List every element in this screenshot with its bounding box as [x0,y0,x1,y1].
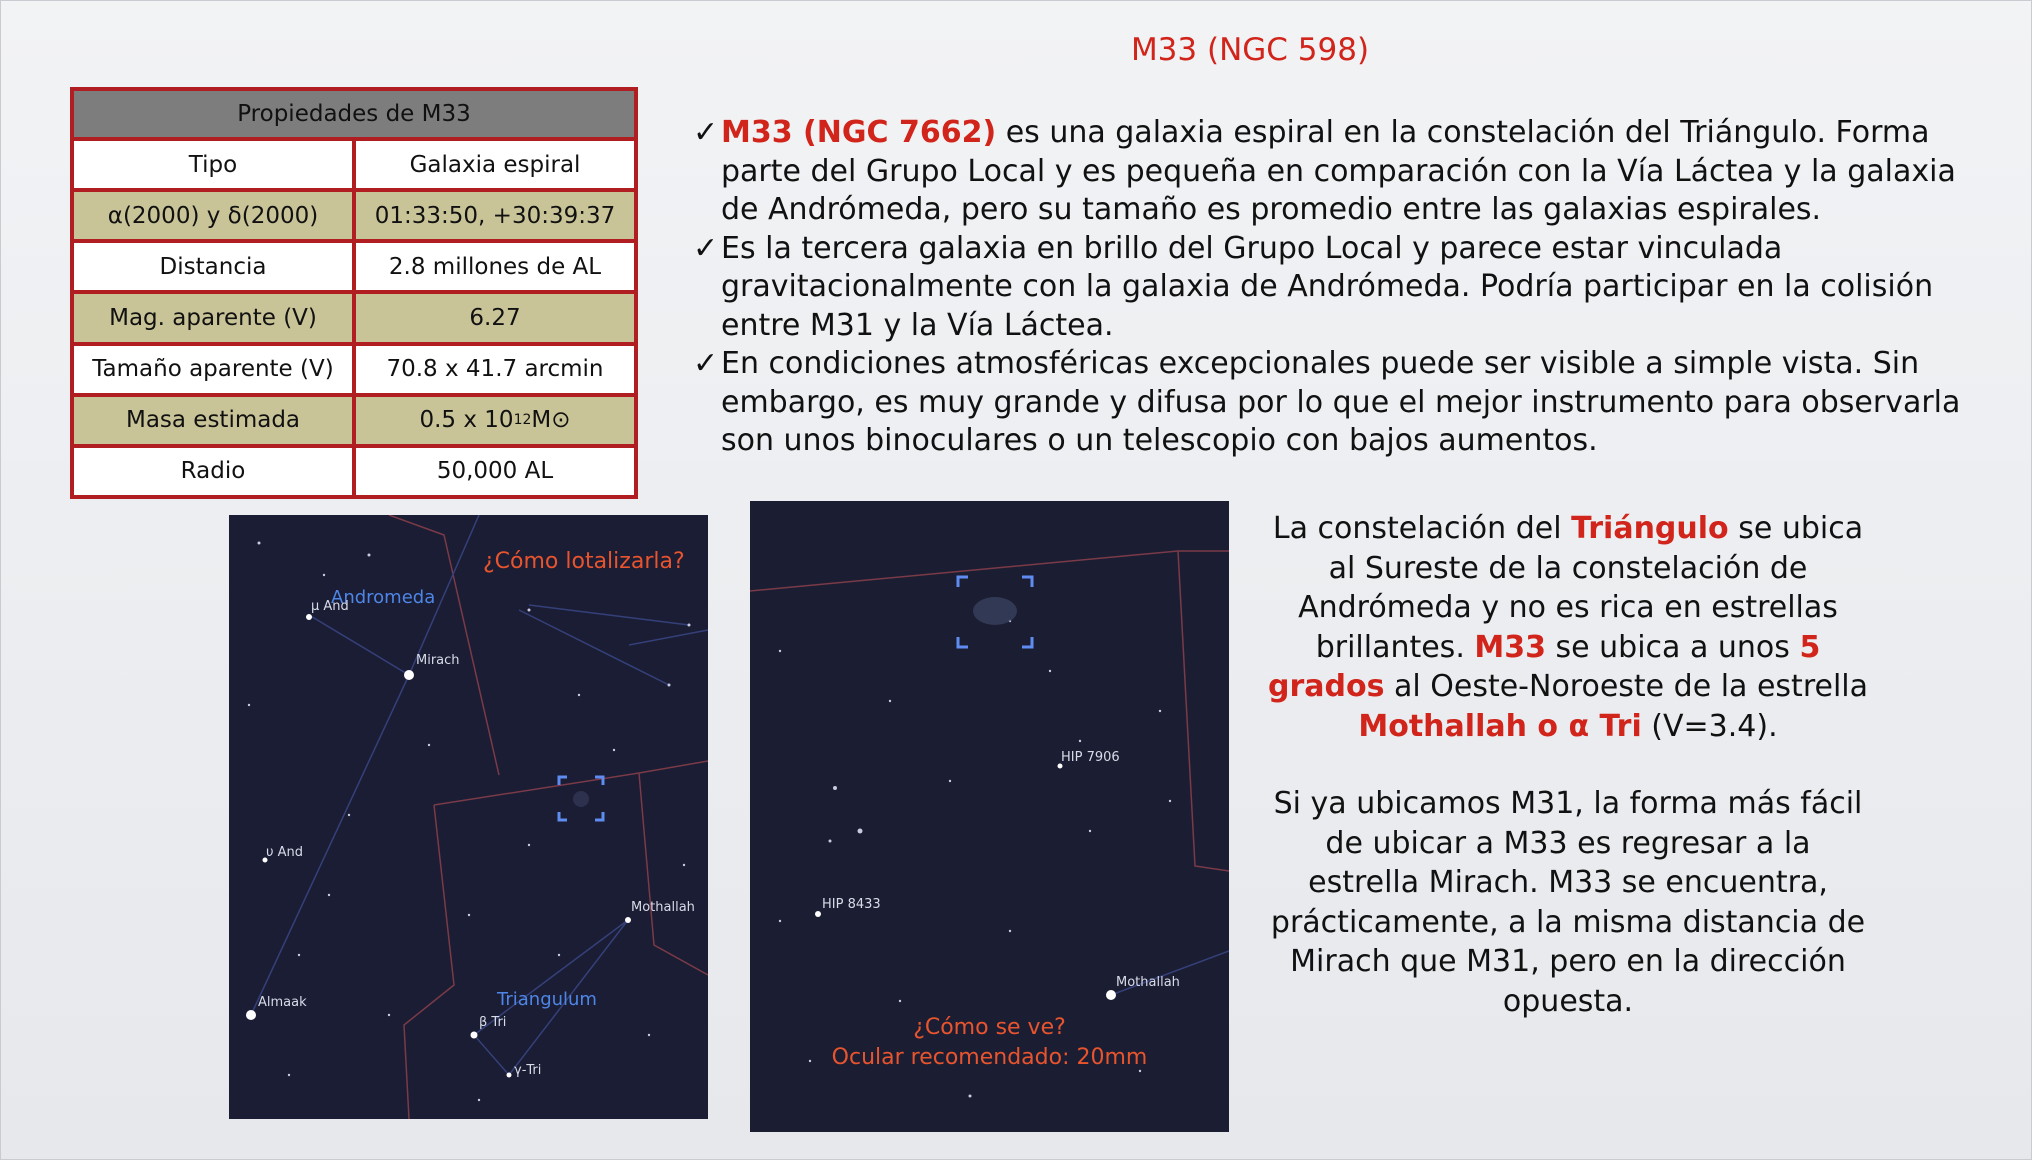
bullet-text: En condiciones atmosféricas excepcionales puede ser visible a simple vista. Sin embargo, es muy grande y difusa por lo que el mejor instrumento para observarla son unos binoculares o un telescopio con bajos aumentos. [721,346,1961,458]
text-segment: La constelación del [1272,511,1572,546]
table-value: 6.27 [356,294,634,341]
table-key: Tipo [74,141,352,188]
table-value [356,397,634,444]
bullet-text: es una galaxia espiral en la constelación del Triángulo. Forma parte del Grupo Local y es pequeña en comparación con la Vía Láctea y la galaxia de Andrómeda, pero su tamaño es promedio entre las galaxias espirales. [721,115,1956,227]
mirach-label: Mirach [416,653,460,668]
mothallah-highlight: Mothallah o α Tri [1358,708,1642,744]
table-row [74,346,634,393]
finder-caption: ¿Cómo lotalizarla? [483,549,685,574]
table-key: Distancia [74,243,352,290]
table-row [74,243,634,290]
hip7906-label: HIP 7906 [1061,750,1120,765]
eyepiece-view [750,501,1229,1132]
checkmark-icon: ✓ [693,346,719,381]
text-segment: se ubica a unos [1546,629,1800,665]
bullet-item [693,230,1993,346]
mothallah-label: Mothallah [631,900,695,915]
eyepiece-caption [750,1013,1229,1073]
table-value: 70.8 x 41.7 arcmin [356,346,634,393]
mass-exponent: 12 [513,412,532,429]
hip8433-label: HIP 8433 [822,897,881,912]
beta-tri-label: β Tri [479,1015,507,1030]
gamma-tri-label: γ-Tri [514,1063,542,1078]
table-key: α(2000) y δ(2000) [74,192,352,239]
bullet-item [693,114,1993,230]
upsilon-and-label: υ And [266,845,304,860]
mothallah-label: Mothallah [1116,975,1180,990]
galaxy-name: M33 (NGC 7662) [721,115,997,150]
text-segment: (V=3.4). [1641,708,1778,744]
checkmark-icon: ✓ [693,115,719,150]
table-row [74,141,634,188]
triangulum-label: Triangulum [497,989,597,1010]
checkmark-icon: ✓ [693,230,719,266]
m33-highlight: M33 [1474,629,1546,665]
text-segment: se ubica al Sureste de la constelación de Andrómeda y no es rica en estrellas brillantes. [1298,511,1864,665]
table-key: Mag. aparente (V) [74,294,352,341]
bullet-item [693,345,1993,461]
location-paragraph [1268,509,1868,746]
finder-chart [229,515,708,1119]
degrees-highlight: 5 grados [1268,629,1821,704]
bullet-list [693,114,1993,461]
table-row [74,448,634,495]
table-row [74,397,634,444]
table-key: Tamaño aparente (V) [74,346,352,393]
table-key: Radio [74,448,352,495]
table-header: Propiedades de M33 [74,91,634,137]
eyepiece-recommendation: Ocular recomendado: 20mm [831,1045,1148,1070]
table-key: Masa estimada [74,397,352,444]
andromeda-label: Andromeda [331,587,436,608]
table-value: 01:33:50, +30:39:37 [356,192,634,239]
properties-table [70,87,638,499]
eyepiece-question: ¿Cómo se ve? [913,1015,1066,1040]
mass-unit: M⊙ [531,407,571,434]
mirach-paragraph: Si ya ubicamos M31, la forma más fácil de ubicar a M33 es regresar a la estrella Mirach. M33 se encuentra, prácticamente, a la misma distancia de Mirach que M31, pero en la dirección opuesta. [1270,786,1866,1019]
slide-title: M33 (NGC 598) [1130,32,1370,68]
table-row [74,294,634,341]
table-value: 2.8 millones de AL [356,243,634,290]
bullet-text: Es la tercera galaxia en brillo del Grupo Local y parece estar vinculada gravitacionalmente con la galaxia de Andrómeda. Podría participar en la colisión entre M31 y la Vía Láctea. [721,230,1934,343]
triangulo-highlight: Triángulo [1571,511,1729,546]
table-value: 50,000 AL [356,448,634,495]
almaak-label: Almaak [258,995,307,1010]
mu-and-label: μ And [311,599,349,614]
mass-value: 0.5 x 10 [419,407,514,434]
finder-chart-svg [229,515,708,1119]
table-row [74,192,634,239]
text-segment: al Oeste-Noroeste de la estrella [1384,669,1868,704]
table-value: Galaxia espiral [356,141,634,188]
